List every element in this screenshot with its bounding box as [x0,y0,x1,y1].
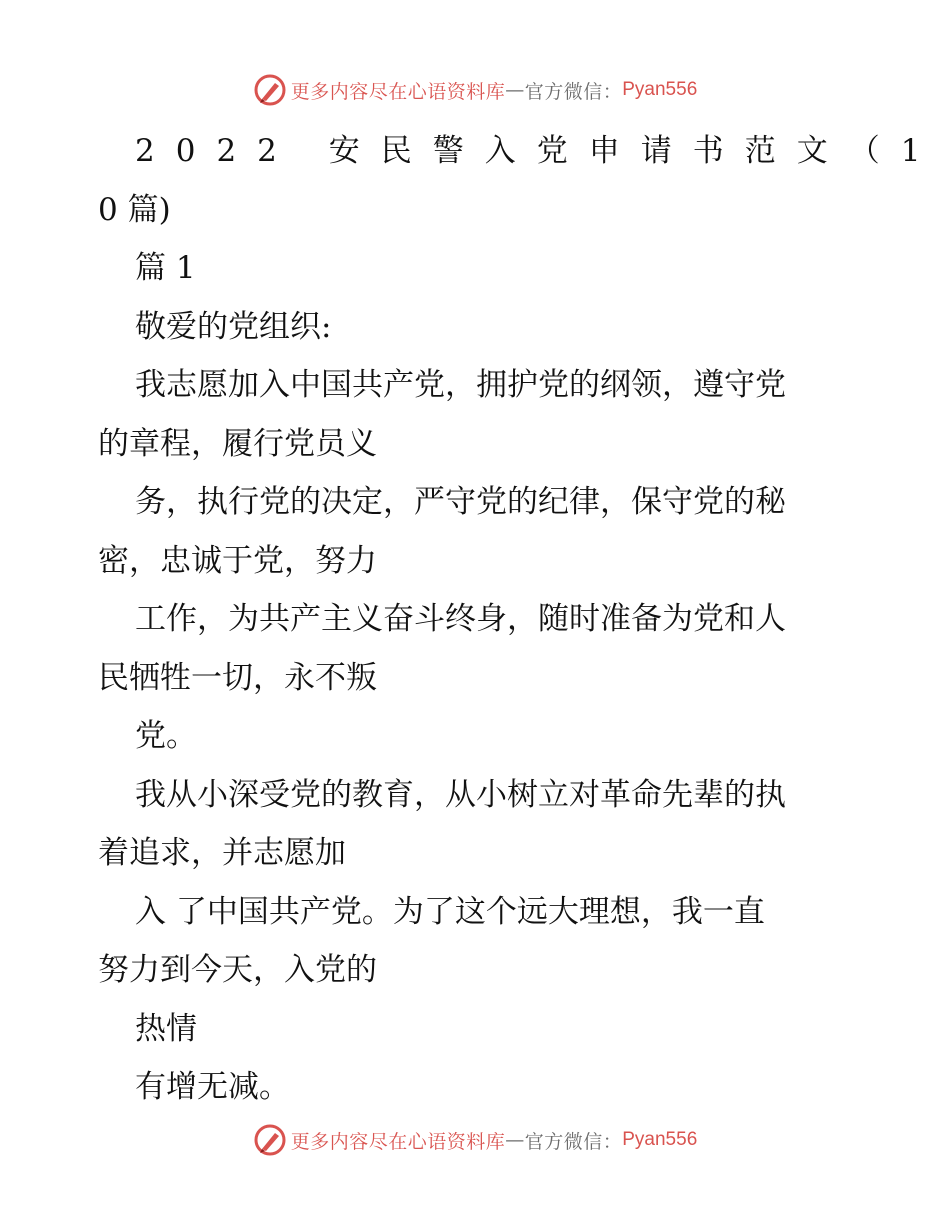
paragraph-line: 务，执行党的决定，严守党的纪律，保守党的秘 [135,484,786,520]
paragraph-line: 入 了中国共产党。为了这个远大理想，我一直 [135,893,765,930]
footer-watermark [0,1122,950,1158]
paragraph-line: 的章程，履行党员义 [98,425,377,462]
pen-logo-icon [253,1123,287,1157]
pen-logo-icon [253,73,287,107]
paragraph-line: 密，忠诚于党，努力 [98,542,377,579]
paragraph-line: 我从小深受党的教育，从小树立对革命先辈的执 [135,776,786,813]
watermark-dash: — [505,1129,525,1151]
watermark-wechat-id: Pyan556 [622,79,698,100]
document-body [98,122,942,1117]
paragraph-line: 热情 [135,1010,197,1047]
header-watermark [0,72,950,108]
paragraph-line: 党。 [135,718,197,754]
watermark-official-label: 官方微信： [524,80,623,103]
paragraph-line: 努力到今天，入党的 [98,952,377,988]
paragraph-line: 工作，为共产主义奋斗终身，随时准备为党和人 [135,601,786,637]
paragraph-line: 我志愿加入中国共产党，拥护党的纲领，遵守党 [135,367,786,403]
watermark-official-label: 官方微信： [524,1130,623,1153]
watermark-site-text: 更多内容尽在心语资料库 [290,80,506,103]
paragraph-line: 着追求，并志愿加 [98,835,346,871]
document-title-line-1: 2022 安民警入党申请书范文（1 [135,133,942,169]
section-heading: 篇 1 [135,250,196,286]
watermark-wechat-id: Pyan556 [622,1129,698,1150]
paragraph-line: 有增无减。 [135,1069,290,1105]
paragraph-line: 民牺牲一切，永不叛 [98,659,377,696]
document-title-line-2: 0 篇) [98,191,171,228]
watermark-dash: — [505,79,525,101]
watermark-site-text: 更多内容尽在心语资料库 [290,1130,506,1153]
salutation: 敬爱的党组织: [135,308,332,345]
